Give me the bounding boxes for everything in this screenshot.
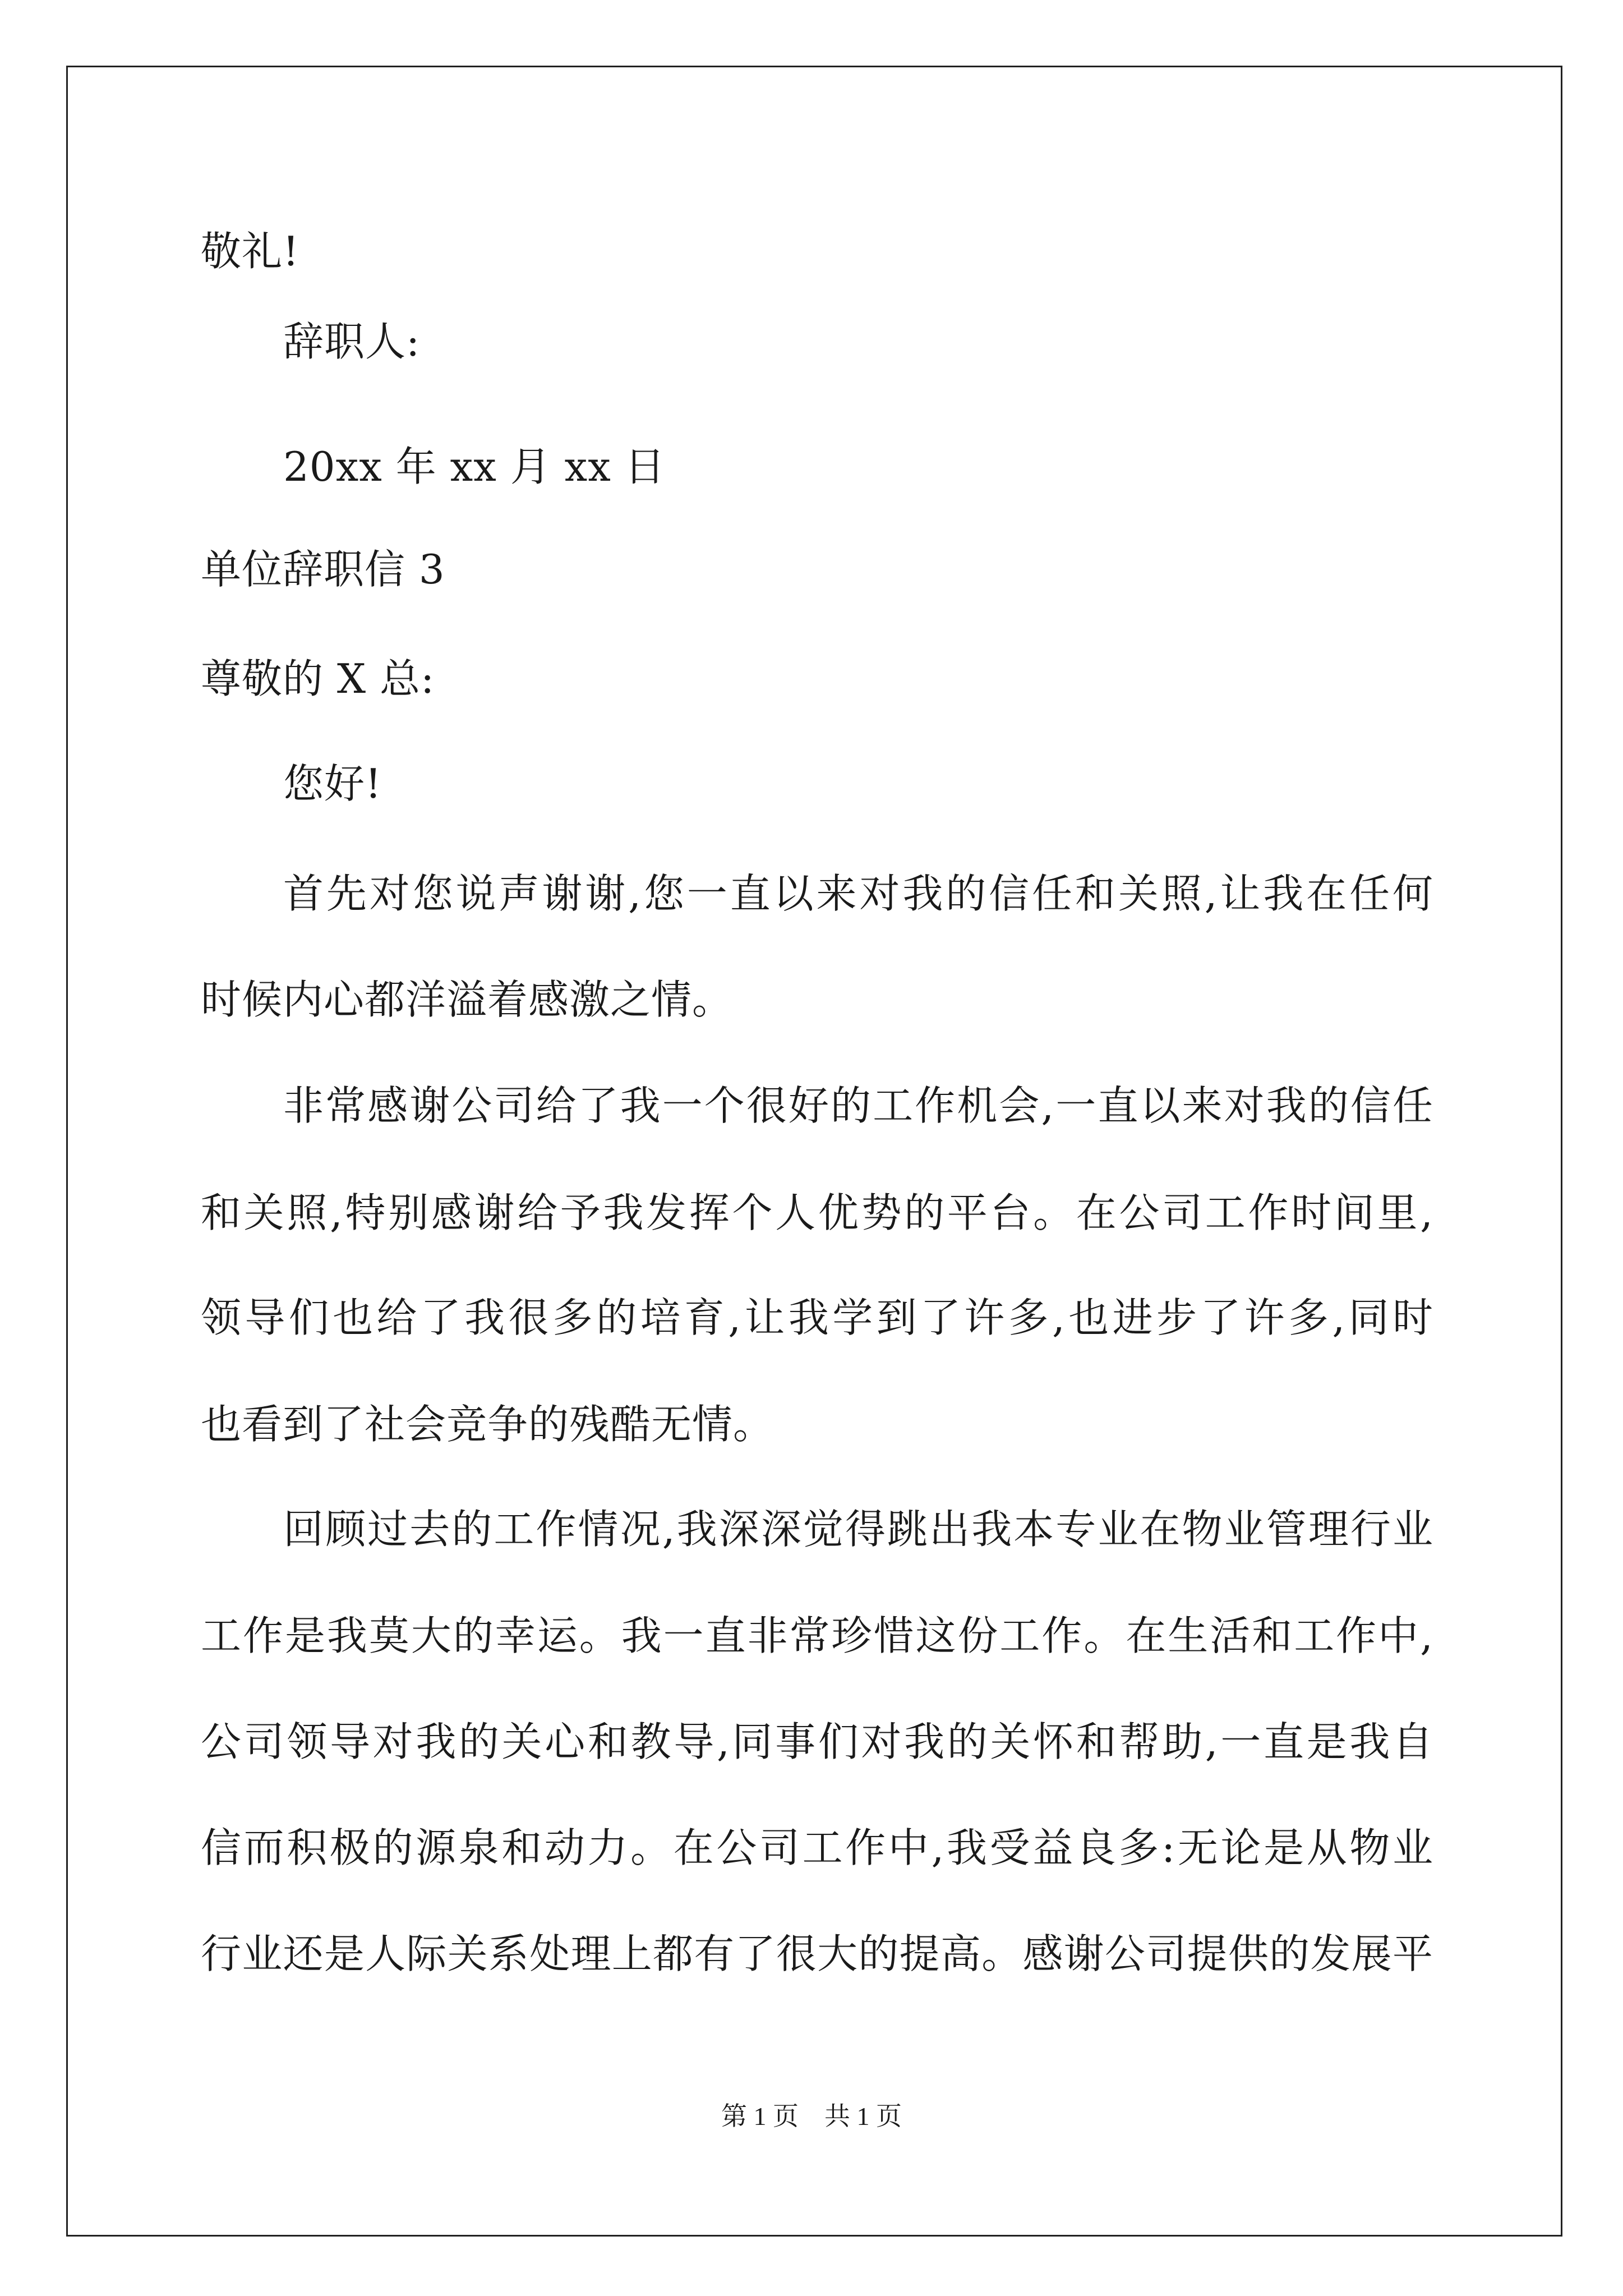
paragraph-line: 时候内心都洋溢着感激之情。 [201, 976, 734, 1023]
paragraph-line: 也看到了社会竞争的残酷无情。 [201, 1401, 774, 1448]
page-footer: 第 1 页 共 1 页 [721, 2102, 902, 2131]
letter-date: 20xx 年 xx 月 xx 日 [283, 443, 666, 490]
greeting: 您好! [283, 760, 382, 807]
signer-label: 辞职人: [283, 318, 421, 365]
paragraph-line: 非常感谢公司给了我一个很好的工作机会,一直以来对我的信任 [283, 1082, 1433, 1129]
paragraph-line: 回顾过去的工作情况,我深深觉得跳出我本专业在物业管理行业 [283, 1506, 1433, 1553]
paragraph-line: 信而积极的源泉和动力。在公司工作中,我受益良多:无论是从物业 [201, 1824, 1433, 1871]
paragraph-line: 行业还是人际关系处理上都有了很大的提高。感谢公司提供的发展平 [201, 1930, 1433, 1977]
addressee: 尊敬的 X 总: [201, 655, 435, 702]
paragraph-line: 工作是我莫大的幸运。我一直非常珍惜这份工作。在生活和工作中, [201, 1612, 1433, 1659]
paragraph-line: 领导们也给了我很多的培育,让我学到了许多,也进步了许多,同时 [201, 1294, 1433, 1341]
page-border [66, 66, 1562, 2237]
paragraph-line: 和关照,特别感谢给予我发挥个人优势的平台。在公司工作时间里, [201, 1189, 1433, 1236]
letter-heading: 单位辞职信 3 [201, 546, 445, 593]
paragraph-line: 公司领导对我的关心和教导,同事们对我的关怀和帮助,一直是我自 [201, 1718, 1433, 1765]
closing-salute: 敬礼! [201, 228, 299, 275]
paragraph-line: 首先对您说声谢谢,您一直以来对我的信任和关照,让我在任何 [283, 870, 1433, 917]
